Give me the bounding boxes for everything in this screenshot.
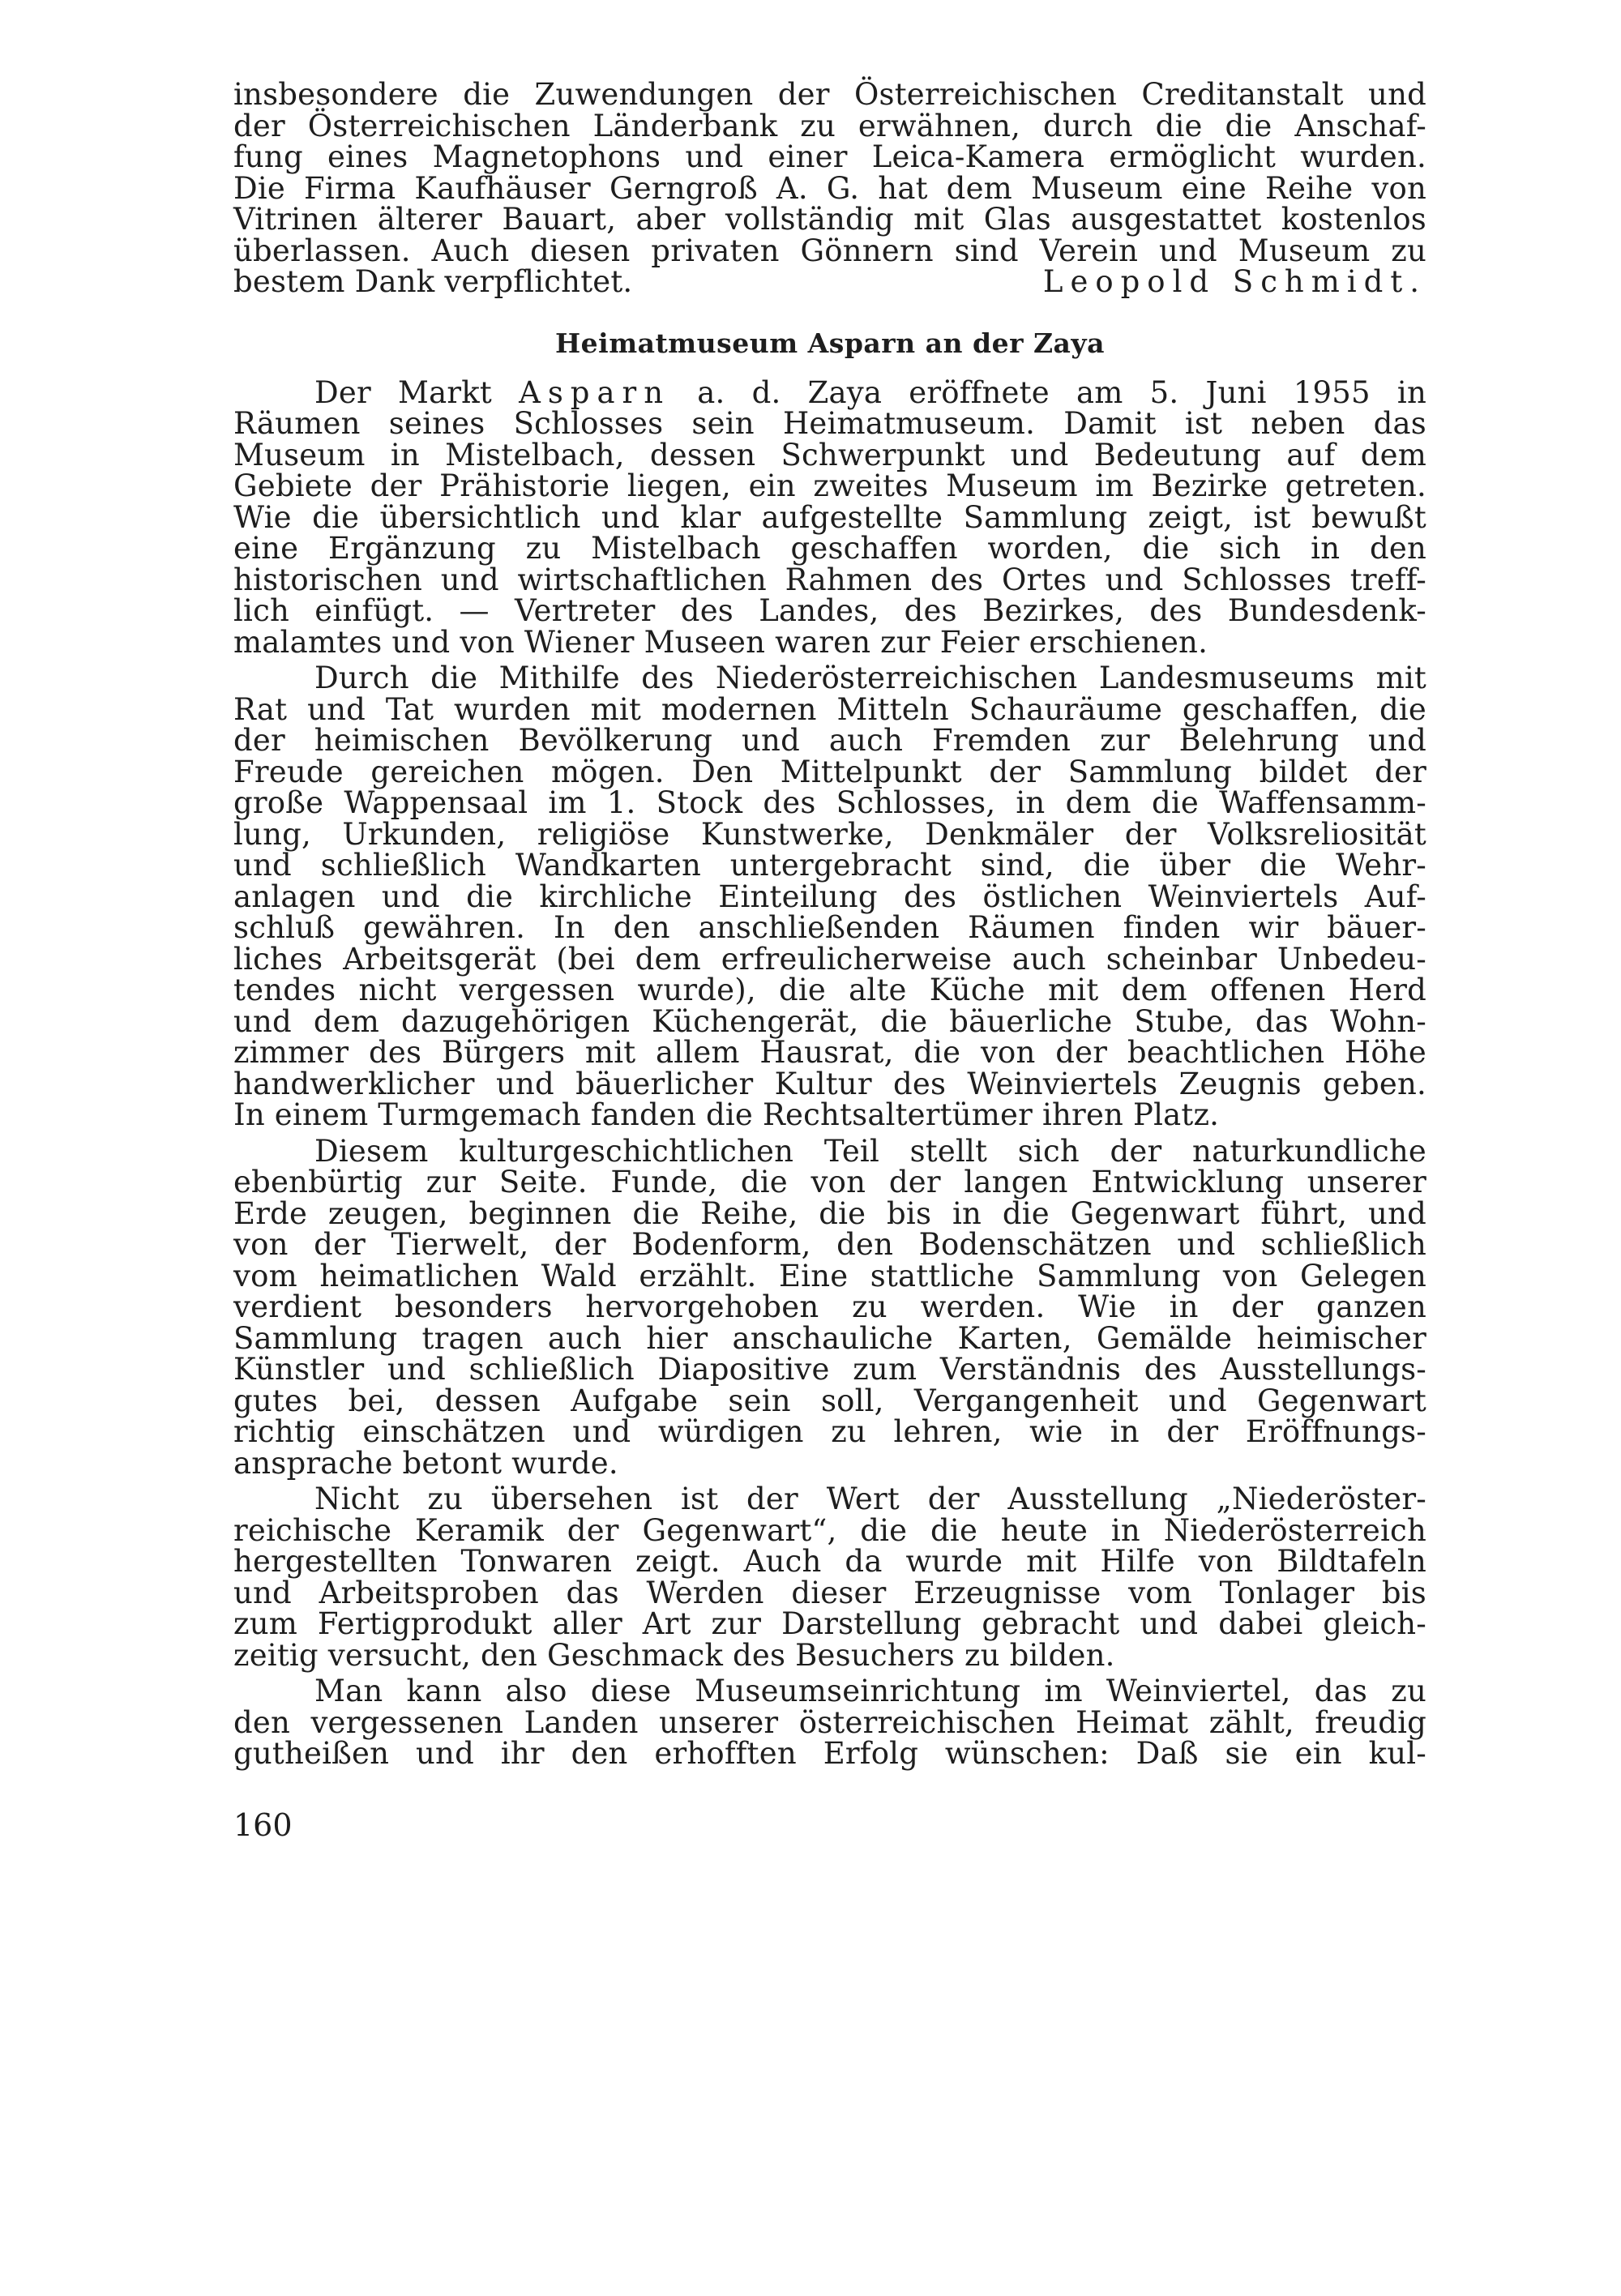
text-line: den vergessenen Landen unserer österreichischen Heimat zählt, freudig — [233, 1704, 1426, 1740]
text-line: Rat und Tat wurden mit modernen Mitteln Schauräume geschaffen, die — [233, 691, 1426, 727]
text-line: tendes nicht vergessen wurde), die alte Küche mit dem offenen Herd — [233, 973, 1426, 1007]
text-line: Museum in Mistelbach, dessen Schwerpunkt und Bedeutung auf dem — [233, 437, 1426, 472]
text-line: insbesondere die Zuwendungen der Österreichischen Creditanstalt und — [233, 77, 1426, 112]
text-line: reichische Keramik der Gegenwart“, die die heute in Niederösterreich — [233, 1512, 1426, 1548]
text-line: Man kann also diese Museumseinrichtung im Weinviertel, das zu — [314, 1674, 1426, 1708]
paragraph-natural-history — [233, 1133, 1426, 1481]
text-line: lich einfügt. — Vertreter des Landes, des Bezirkes, des Bundesdenk- — [233, 593, 1426, 628]
text-line: liches Arbeitsgerät (bei dem erfreulicherweise auch scheinbar Unbedeu- — [233, 941, 1426, 977]
text-line: zimmer des Bürgers mit allem Hausrat, die von der beachtlichen Höhe — [233, 1035, 1426, 1070]
text-line: hergestellten Tonwaren zeigt. Auch da wurde mit Hilfe von Bildtafeln — [233, 1544, 1426, 1579]
text-line: und Arbeitsproben das Werden dieser Erzeugnisse vom Tonlager bis — [233, 1575, 1426, 1610]
text-line: Durch die Mithilfe des Niederösterreichischen Landesmuseums mit — [314, 661, 1426, 695]
text-line: und schließlich Wandkarten untergebracht sind, die über die Wehr- — [233, 848, 1426, 883]
text-line: überlassen. Auch diesen privaten Gönnern sind Verein und Museum zu — [233, 233, 1426, 268]
text-line: gutes bei, dessen Aufgabe sein soll, Vergangenheit und Gegenwart — [233, 1383, 1426, 1418]
text-line — [233, 374, 1426, 410]
text-line: vom heimatlichen Wald erzählt. Eine stattliche Sammlung von Gelegen — [233, 1258, 1426, 1293]
page-body — [233, 79, 1426, 1770]
text-line: der heimischen Bevölkerung und auch Fremden zur Belehrung und — [233, 723, 1426, 758]
text-line: Künstler und schließlich Diapositive zum Verständnis des Ausstellungs- — [233, 1352, 1426, 1387]
text-line: richtig einschätzen und würdigen zu lehren, wie in der Eröffnungs- — [233, 1414, 1426, 1449]
text-line: zeitig versucht, den Geschmack des Besuchers zu bilden. — [233, 1637, 1115, 1673]
text-line: und dem dazugehörigen Küchengerät, die bäuerliche Stube, das Wohn- — [233, 1003, 1426, 1039]
text-line: historischen und wirtschaftlichen Rahmen des Ortes und Schlosses treff- — [233, 562, 1426, 597]
author-signature: Leopold Schmidt. — [1042, 264, 1426, 299]
text-line: lung, Urkunden, religiöse Kunstwerke, Denkmäler der Volksreliosität — [233, 816, 1426, 852]
text-fragment: a. d. Zaya eröffnete am 5. Juni 1955 in — [670, 374, 1426, 410]
text-line: zum Fertigprodukt aller Art zur Darstellung gebracht und dabei gleich- — [233, 1606, 1426, 1641]
text-line: eine Ergänzung zu Mistelbach geschaffen worden, die sich in den — [233, 531, 1426, 566]
text-line: bestem Dank verpflichtet. — [233, 264, 633, 299]
text-line: Erde zeugen, beginnen die Reihe, die bis in die Gegenwart führt, und — [233, 1195, 1426, 1231]
text-line: verdient besonders hervorgehoben zu werden. Wie in der ganzen — [233, 1289, 1426, 1324]
text-line: fung eines Magnetophons und einer Leica-Kamera ermöglicht wurden. — [233, 139, 1426, 174]
page-number: 160 — [233, 1807, 293, 1843]
paragraph-acknowledgements — [233, 79, 1426, 298]
signature-line — [233, 264, 1426, 299]
place-name-spaced: Asparn — [519, 374, 671, 410]
text-line: Wie die übersichtlich und klar aufgestellte Sammlung zeigt, ist bewußt — [233, 499, 1426, 535]
text-line: Diesem kulturgeschichtlichen Teil stellt sich der naturkundliche — [314, 1133, 1426, 1169]
text-line: Freude gereichen mögen. Den Mittelpunkt der Sammlung bildet der — [233, 754, 1426, 789]
text-line: von der Tierwelt, der Bodenform, den Bodenschätzen und schließlich — [233, 1227, 1426, 1262]
text-line: große Wappensaal im 1. Stock des Schlosses, in dem die Waffensamm- — [233, 785, 1426, 820]
paragraph-conclusion — [233, 1676, 1426, 1770]
section-heading: Heimatmuseum Asparn an der Zaya — [555, 327, 1105, 359]
text-line: Räumen seines Schlosses sein Heimatmuseum. Damit ist neben das — [233, 406, 1426, 441]
text-line: malamtes und von Wiener Museen waren zur Feier erschienen. — [233, 624, 1208, 660]
text-line: Die Firma Kaufhäuser Gerngroß A. G. hat dem Museum eine Reihe von — [233, 170, 1426, 206]
text-line: Vitrinen älterer Bauart, aber vollständig mit Glas ausgestattet kostenlos — [233, 202, 1426, 237]
text-line: handwerklicher und bäuerlicher Kultur des Weinviertels Zeugnis geben. — [233, 1066, 1426, 1101]
text-line: der Österreichischen Länderbank zu erwähnen, durch die die Anschaf- — [233, 108, 1426, 143]
text-line: In einem Turmgemach fanden die Rechtsaltertümer ihren Platz. — [233, 1097, 1220, 1132]
paragraph-exhibits — [233, 663, 1426, 1131]
text-line: Sammlung tragen auch hier anschauliche Karten, Gemälde heimischer — [233, 1320, 1426, 1356]
text-line: Gebiete der Prähistorie liegen, ein zweites Museum im Bezirke getreten. — [233, 468, 1426, 503]
text-line: ansprache betont wurde. — [233, 1445, 618, 1481]
text-line: schluß gewähren. In den anschließenden Räumen finden wir bäuer- — [233, 910, 1426, 945]
text-fragment: Der Markt — [314, 374, 520, 410]
paragraph-opening — [233, 374, 1426, 660]
text-line: Nicht zu übersehen ist der Wert der Ausstellung „Niederöster- — [314, 1481, 1426, 1516]
paragraph-ceramics — [233, 1481, 1426, 1673]
text-line: ebenbürtig zur Seite. Funde, die von der langen Entwicklung unserer — [233, 1165, 1426, 1199]
text-line: gutheißen und ihr den erhofften Erfolg wünschen: Daß sie ein kul- — [233, 1736, 1426, 1771]
text-line: anlagen und die kirchliche Einteilung des östlichen Weinviertels Auf- — [233, 879, 1426, 914]
